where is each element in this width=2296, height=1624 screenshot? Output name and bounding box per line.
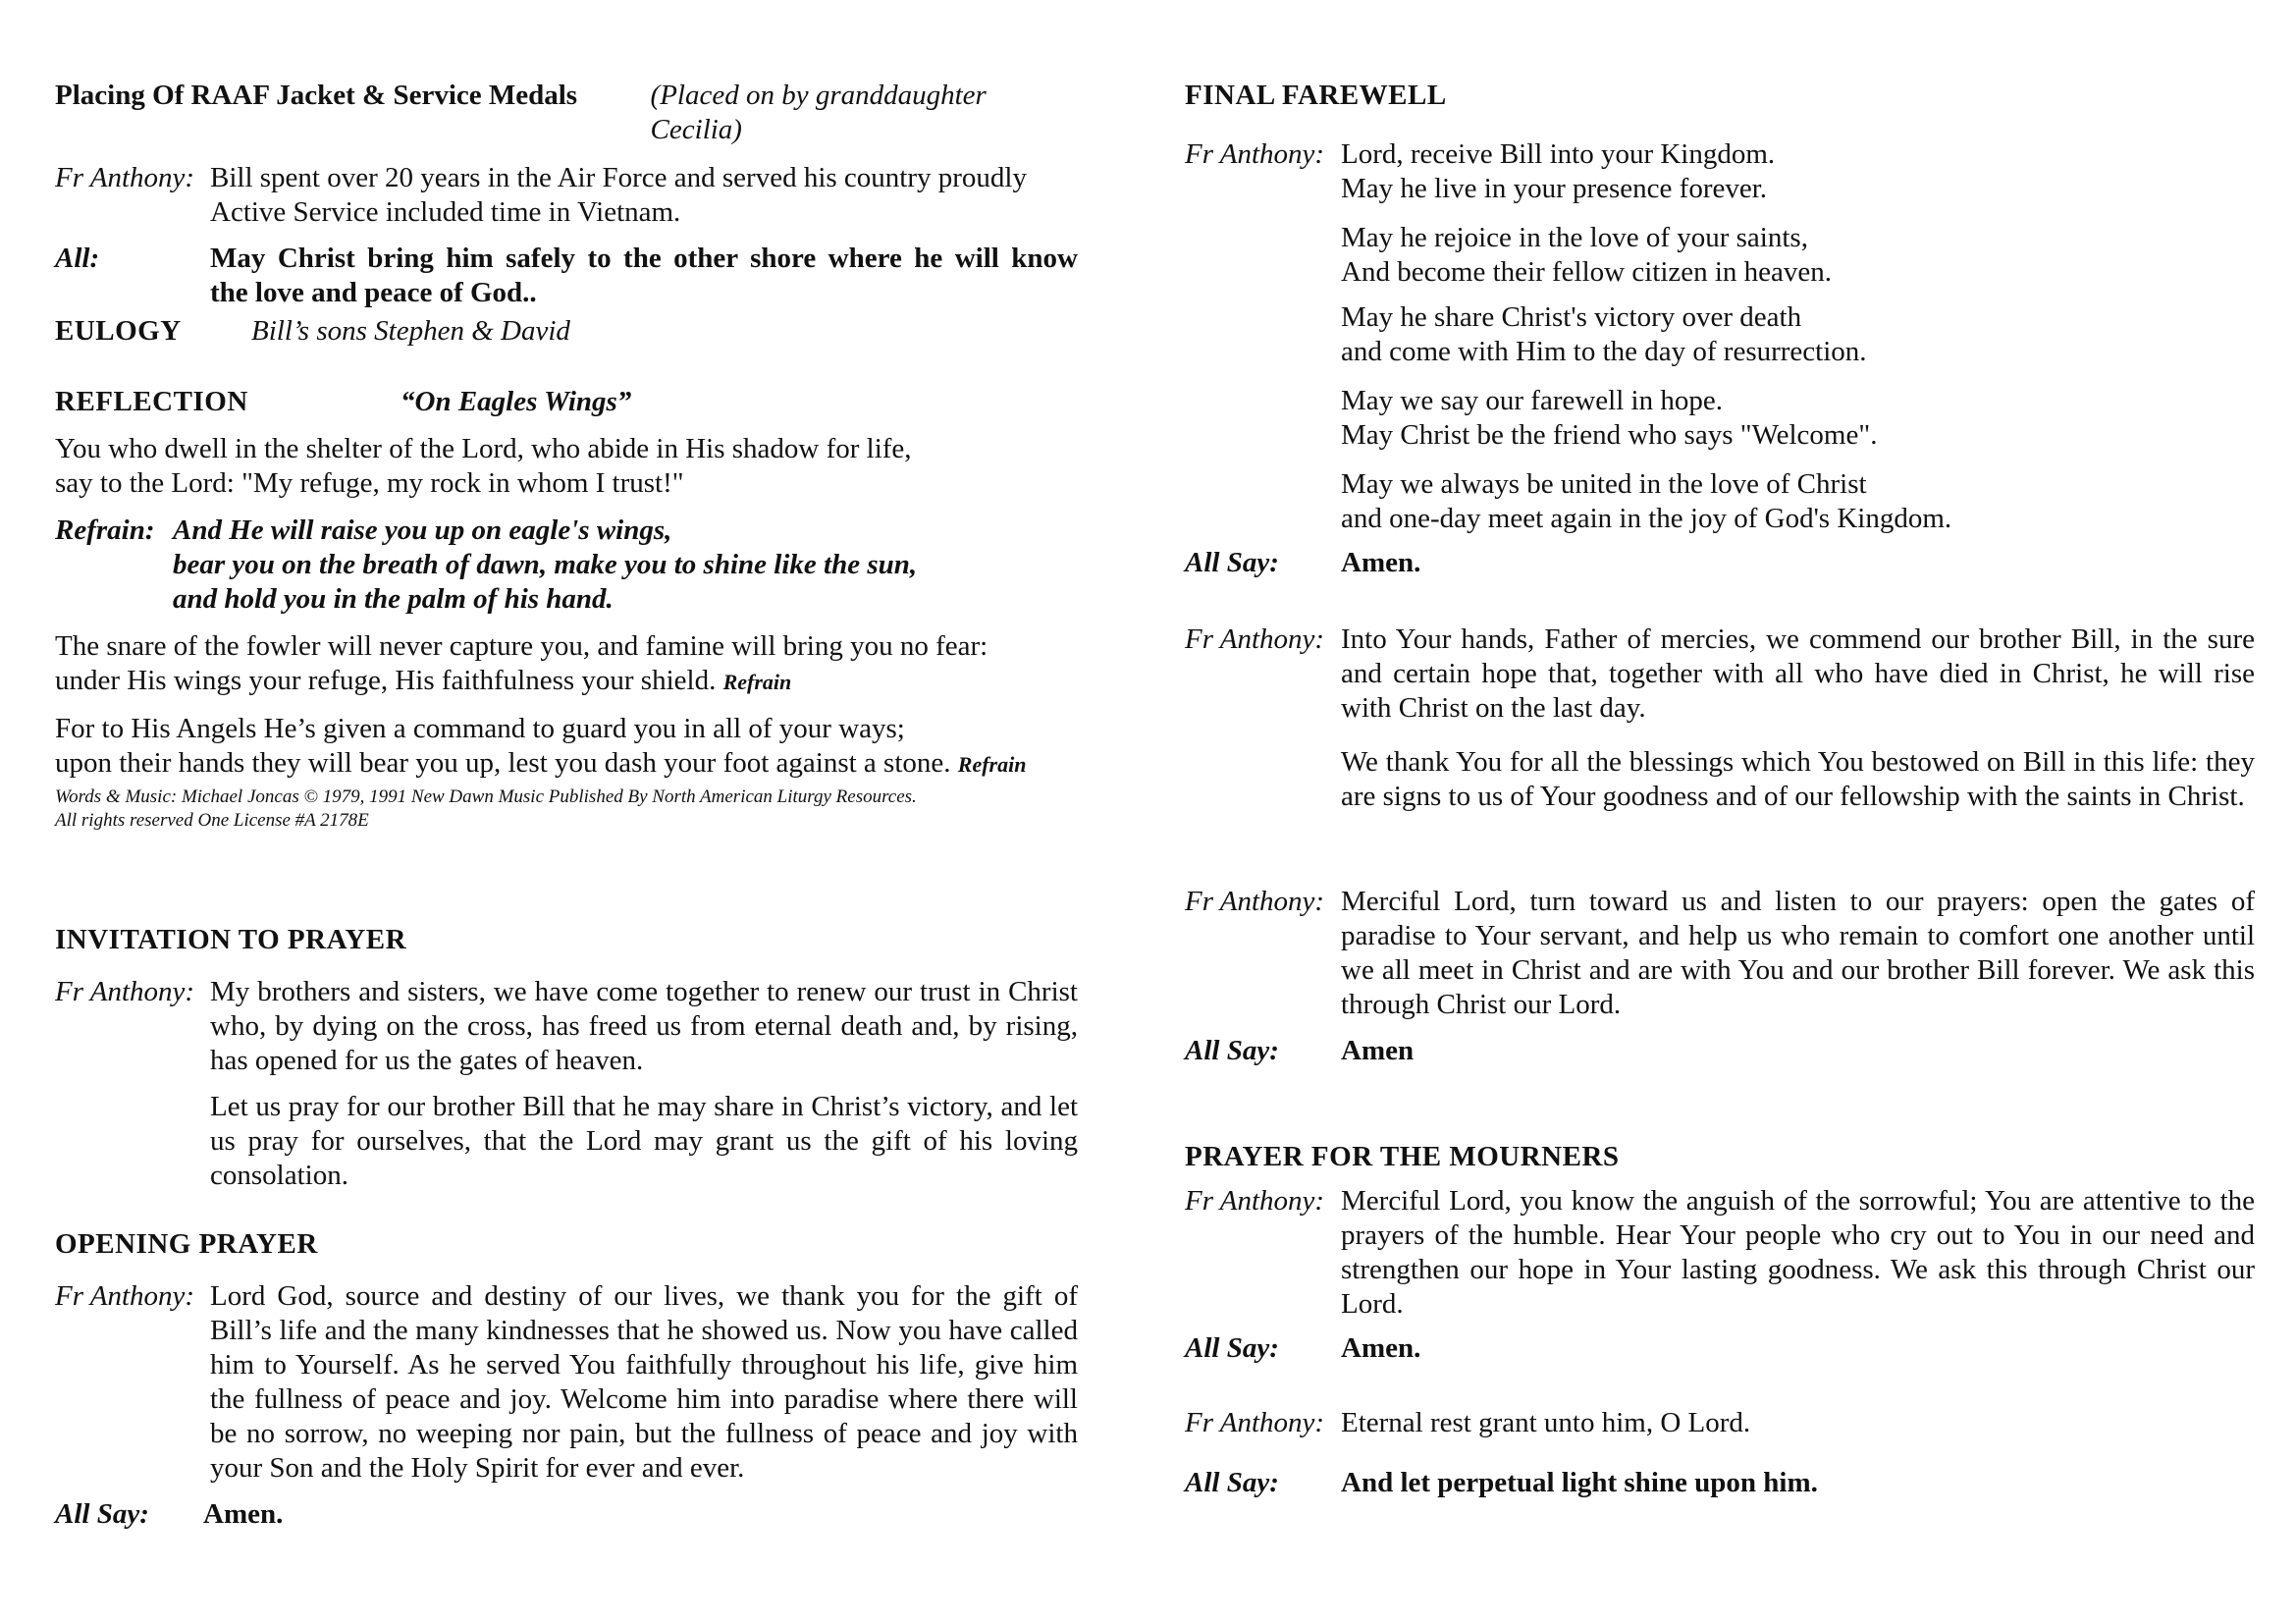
response-text: Amen [1341,1035,1415,1066]
response-line-1: May Christ bring him safely to the other shore where he will know [210,243,1078,274]
verse-2 [55,629,1078,699]
farewell-line: May he live in your presence forever. [1341,173,1768,204]
refrain-line-3: and hold you in the palm of his hand. [173,583,614,615]
farewell-line: May he share Christ's victory over death [1341,301,1802,333]
speaker-label: Fr Anthony: [1185,886,1325,917]
farewell-line: and come with Him to the day of resurrection. [1341,336,1867,367]
verse-1-line-2: say to the Lord: "My refuge, my rock in whom I trust!" [55,467,684,499]
speaker-label: Fr Anthony: [1185,623,1325,655]
commend-section [1185,623,2255,814]
mourners-response [1185,1331,2255,1366]
invitation-paragraph-1: My brothers and sisters, we have come together to renew our trust in Christ who, by dying on the cross, has freed us from eternal death and, by rising, has opened for us the gates of heaven. [210,976,1078,1076]
speaker-label: Fr Anthony: [1185,1185,1325,1217]
mourners-title: PRAYER FOR THE MOURNERS [1185,1141,1620,1172]
response-label: All Say: [1185,547,1279,578]
refrain-line-2: bear you on the breath of dawn, make you to shine like the sun, [173,549,918,580]
mourners-section [1185,1140,2255,1366]
speaker-label: Fr Anthony: [55,1280,195,1312]
mourners-speech [1185,1184,2255,1322]
farewell-line: And become their fellow citizen in heaven. [1341,256,1833,288]
credit-line-2: All rights reserved One License #A 2178E [55,810,369,831]
commend-speech [1185,623,2255,814]
response-text: Amen. [1341,1332,1421,1364]
response-text: And let perpetual light shine upon him. [1341,1467,1818,1498]
farewell-line: May he rejoice in the love of your saints, [1341,222,1808,253]
reflection-section [55,385,1078,833]
eternal-speech [1185,1406,2255,1440]
farewell-line: May Christ be the friend who says "Welcome". [1341,419,1878,451]
merciful-paragraph: Merciful Lord, turn toward us and listen to our prayers: open the gates of paradise to Your servant, and help us who remain to comfort one another until we all meet in Christ and are with You and our brother Bill forever. We ask this through Christ our Lord. [1341,886,2255,1020]
response-label: All Say: [1185,1332,1279,1364]
eulogy-title: EULOGY [55,315,182,347]
response-label: All Say: [1185,1467,1279,1498]
farewell-speech [1185,137,2255,536]
placing-line-2: Active Service included time in Vietnam. [210,196,681,228]
placing-section [55,79,1078,310]
eternal-response [1185,1466,2255,1500]
opening-section [55,1227,1078,1532]
refrain-label: Refrain: [55,514,155,546]
merciful-response [1185,1034,2255,1068]
invitation-title: INVITATION TO PRAYER [55,924,407,955]
refrain-mark: Refrain [957,752,1027,777]
placing-speech [55,161,1078,230]
eulogy-note: Bill’s sons Stephen & David [251,315,570,347]
farewell-title: FINAL FAREWELL [1185,80,1447,111]
verse-1-line-1: You who dwell in the shelter of the Lord, who abide in His shadow for life, [55,433,912,464]
response-label: All Say: [1185,1035,1279,1066]
verse-2-line-2: under His wings your refuge, His faithfulness your shield. [55,665,717,696]
invitation-section [55,923,1078,1193]
placing-note: (Placed on by granddaughter Cecilia) [650,80,987,145]
credit-line-1: Words & Music: Michael Joncas © 1979, 1991 New Dawn Music Published By North American Liturgy Resources. [55,786,917,807]
opening-speech [55,1279,1078,1486]
farewell-response [1185,546,2255,580]
response-text: Amen. [203,1498,284,1530]
placing-line-1: Bill spent over 20 years in the Air Force and served his country proudly [210,162,1027,193]
speaker-label: Fr Anthony: [1185,138,1325,170]
refrain [55,514,1078,617]
speaker-label: Fr Anthony: [55,976,195,1007]
eulogy-section [55,314,1078,349]
refrain-line-1: And He will raise you up on eagle's wings, [173,514,672,546]
placing-response [55,242,1078,310]
response-text: Amen. [1341,547,1421,578]
commend-paragraph-2: We thank You for all the blessings which You bestowed on Bill in this life: they are signs to us of Your goodness and of our fellowship with the saints in Christ. [1341,746,2255,812]
speaker-label: Fr Anthony: [1185,1407,1325,1438]
invitation-text [210,975,1078,1193]
farewell-line: Lord, receive Bill into your Kingdom. [1341,138,1776,170]
invitation-paragraph-2: Let us pray for our brother Bill that he may share in Christ’s victory, and let us pray for ourselves, that the Lord may grant us the gift of his loving consolation. [210,1091,1078,1191]
farewell-section [1185,79,2255,580]
verse-1 [55,432,1078,501]
reflection-song: “On Eagles Wings” [400,386,632,417]
opening-response [55,1497,1078,1532]
mourners-paragraph: Merciful Lord, you know the anguish of the sorrowful; You are attentive to the prayers of the humble. Hear Your people who cry out to You in our need and strengthen our hope in Your lasting goodness. We ask this through Christ our Lord. [1341,1185,2255,1320]
refrain-mark: Refrain [722,670,792,694]
response-label: All: [55,243,100,274]
eternal-line: Eternal rest grant unto him, O Lord. [1341,1407,1751,1438]
speaker-label: Fr Anthony: [55,162,195,193]
verse-3 [55,712,1078,782]
invitation-speech [55,975,1078,1193]
verse-3-line-2: upon their hands they will bear you up, lest you dash your foot against a stone. [55,747,951,779]
merciful-speech [1185,885,2255,1022]
opening-paragraph: Lord God, source and destiny of our lives, we thank you for the gift of Bill’s life and the many kindnesses that he showed us. Now you have called him to Yourself. As he served You faithfully throughout his life, give him the fullness of peace and joy. Welcome him into paradise where there will be no sorrow, no weeping nor pain, but the fullness of peace and joy with your Son and the Holy Spirit for ever and ever. [210,1280,1078,1484]
placing-title: Placing Of RAAF Jacket & Service Medals [55,80,578,111]
response-line-2: the love and peace of God.. [210,277,537,308]
farewell-line: May we say our farewell in hope. [1341,385,1723,416]
verse-3-line-1: For to His Angels He’s given a command to guard you in all of your ways; [55,713,905,744]
merciful-section [1185,885,2255,1068]
commend-paragraph-1: Into Your hands, Father of mercies, we commend our brother Bill, in the sure and certain hope that, together with all who have died in Christ, he will rise with Christ on the last day. [1341,623,2255,724]
eternal-section [1185,1406,2255,1500]
farewell-line: and one-day meet again in the joy of God's Kingdom. [1341,503,1952,534]
verse-2-line-1: The snare of the fowler will never capture you, and famine will bring you no fear: [55,630,988,662]
reflection-title: REFLECTION [55,386,248,417]
response-label: All Say: [55,1498,149,1530]
opening-title: OPENING PRAYER [55,1228,318,1260]
song-credit [55,785,1078,833]
farewell-line: May we always be united in the love of Christ [1341,468,1867,500]
